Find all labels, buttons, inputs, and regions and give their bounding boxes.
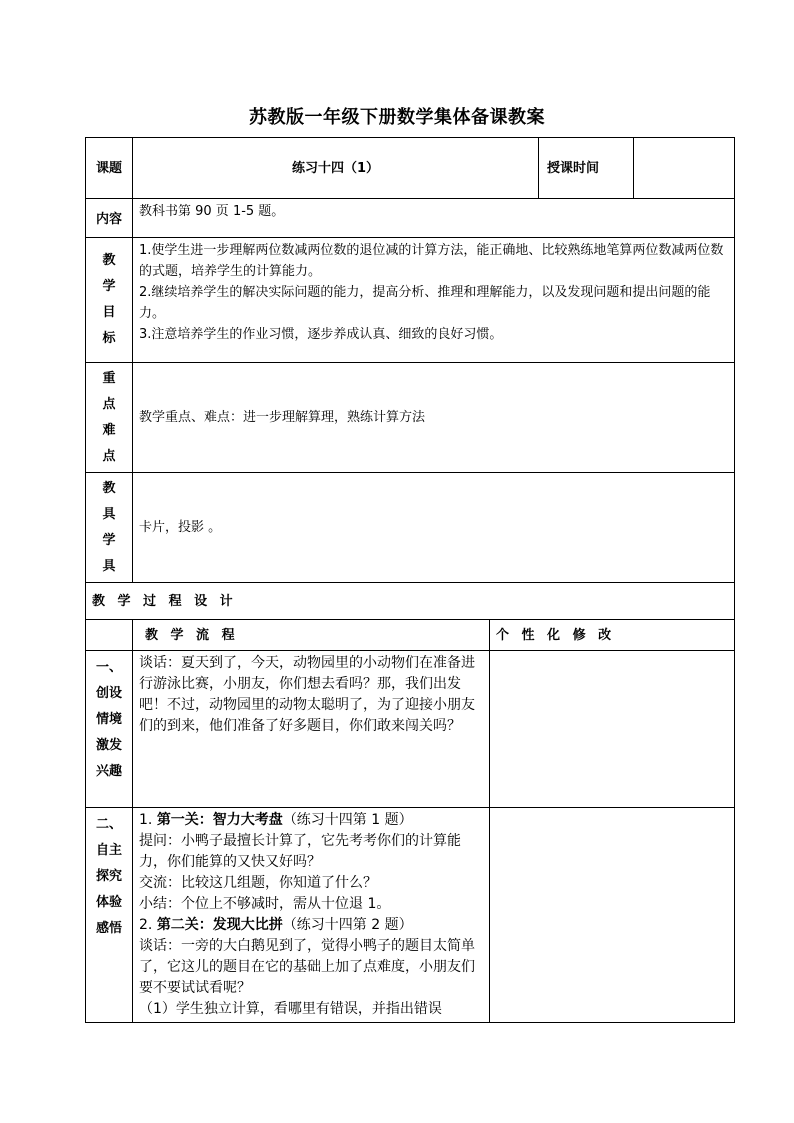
topic-label: 课题 (86, 138, 133, 199)
process-title-row (86, 583, 735, 620)
stage-personal-notes (490, 651, 735, 808)
goals-content (133, 238, 735, 363)
time-label: 授课时间 (539, 138, 634, 199)
stage-label: 二、 自主 探究 体验 感悟 (86, 808, 133, 1023)
goals-label: 教 学 目 标 (86, 238, 133, 363)
focus-label: 重 点 难 点 (86, 363, 133, 473)
goal-item: 2.继续培养学生的解决实际问题的能力，提高分析、推理和理解能力，以及发现问题和提出问题的能力。 (139, 285, 711, 321)
process-title: 教 学 过 程 设 计 (86, 583, 735, 620)
topic-value: 练习十四（1） (133, 138, 539, 199)
stage-item: 提问：小鸭子最擅长计算了，它先考考你们的计算能力，你们能算的又快又好吗？ (139, 833, 461, 870)
tools-label: 教 具 学 具 (86, 473, 133, 583)
tools-row (86, 473, 735, 583)
stage-item: （1）学生独立计算，看哪里有错误，并指出错误 (139, 1001, 442, 1017)
process-header-row (86, 620, 735, 651)
content-row (86, 199, 735, 238)
personal-column-header: 个 性 化 修 改 (490, 620, 735, 651)
goal-item: 3.注意培养学生的作业习惯，逐步养成认真、细致的良好习惯。 (139, 327, 503, 342)
stage-item: 谈话：一旁的大白鹅见到了，觉得小鸭子的题目太简单了，它这儿的题目在它的基础上加了点难度，小朋友们要不要试试看呢？ (139, 938, 475, 996)
stage-row (86, 808, 735, 1023)
stage-personal-notes (490, 808, 735, 1023)
content-value: 教科书第 90 页 1-5 题。 (133, 199, 735, 238)
time-value (634, 138, 735, 199)
stage-body (133, 808, 490, 1023)
lesson-plan-table (85, 137, 735, 1023)
tools-value: 卡片，投影 。 (133, 473, 735, 583)
topic-row (86, 138, 735, 199)
stage-item: 小结：个位上不够减时，需从十位退 1。 (139, 896, 391, 912)
goals-row (86, 238, 735, 363)
focus-row (86, 363, 735, 473)
stage-body: 谈话：夏天到了，今天，动物园里的小动物们在准备进行游泳比赛，小朋友，你们想去看吗？那，我们出发吧！不过，动物园里的动物太聪明了，为了迎接小朋友们的到来，他们准备了好多题目，你们敢来闯关吗？ (133, 651, 490, 808)
stage-row (86, 651, 735, 808)
stage-item: 2. 第二关：发现大比拼（练习十四第 2 题） (139, 917, 413, 933)
process-header-blank (86, 620, 133, 651)
page-title: 苏教版一年级下册数学集体备课教案 (249, 107, 545, 128)
stage-label: 一、 创设 情境 激发 兴趣 (86, 651, 133, 808)
flow-column-header: 教 学 流 程 (133, 620, 490, 651)
content-label: 内容 (86, 199, 133, 238)
goal-item: 1.使学生进一步理解两位数减两位数的退位减的计算方法，能正确地、比较熟练地笔算两位数减两位数的式题，培养学生的计算能力。 (139, 243, 724, 279)
stage-item: 1. 第一关：智力大考盘（练习十四第 1 题） (139, 812, 413, 828)
stage-item: 交流：比较这几组题，你知道了什么？ (139, 875, 377, 891)
focus-value: 教学重点、难点：进一步理解算理，熟练计算方法 (133, 363, 735, 473)
